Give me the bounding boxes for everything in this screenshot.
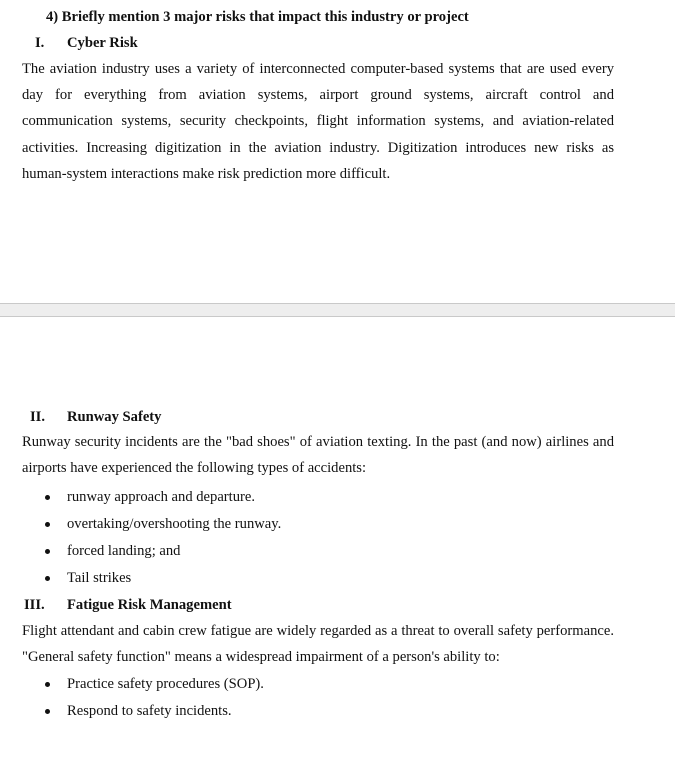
section-1-title: Cyber Risk [67, 35, 138, 51]
section-2-title: Runway Safety [67, 409, 162, 425]
page-break [0, 303, 675, 317]
section-3-title: Fatigue Risk Management [67, 597, 232, 613]
page-2 [0, 317, 675, 759]
section-3-number: III. [24, 597, 45, 613]
bullet-icon [45, 709, 50, 714]
list-item-text: Practice safety procedures (SOP). [67, 676, 264, 692]
bullet-icon [45, 522, 50, 527]
section-3-paragraph: Flight attendant and cabin crew fatigue are widely regarded as a threat to overall safety performance. "General safety function" means a widespread impairment of a person's ability to: [22, 623, 614, 666]
question-heading: 4) Briefly mention 3 major risks that impact this industry or project [46, 9, 469, 25]
bullet-icon [45, 495, 50, 500]
list-item-text: Respond to safety incidents. [67, 703, 232, 719]
page-1 [0, 0, 675, 303]
section-1-paragraph: The aviation industry uses a variety of interconnected computer-based systems that are used every day for everything from aviation systems, airport ground systems, aircraft control and communication systems, security checkpoints, flight information systems, and aviation-related activities. Increasing digitization in the aviation industry. Digitization introduces new risks as human-system interactions make risk prediction more difficult. [22, 61, 614, 182]
section-2-paragraph: Runway security incidents are the "bad shoes" of aviation texting. In the past (and now) airlines and airports have experienced the following types of accidents: [22, 434, 614, 477]
list-item-text: runway approach and departure. [67, 489, 256, 505]
list-item-text: forced landing; and [67, 543, 181, 559]
section-1-number: I. [35, 35, 45, 51]
bullet-icon [45, 682, 50, 687]
list-item-text: overtaking/overshooting the runway. [67, 516, 282, 532]
section-2-number: II. [30, 409, 46, 425]
list-item-text: Tail strikes [67, 570, 132, 586]
bullet-icon [45, 576, 50, 581]
bullet-icon [45, 549, 50, 554]
